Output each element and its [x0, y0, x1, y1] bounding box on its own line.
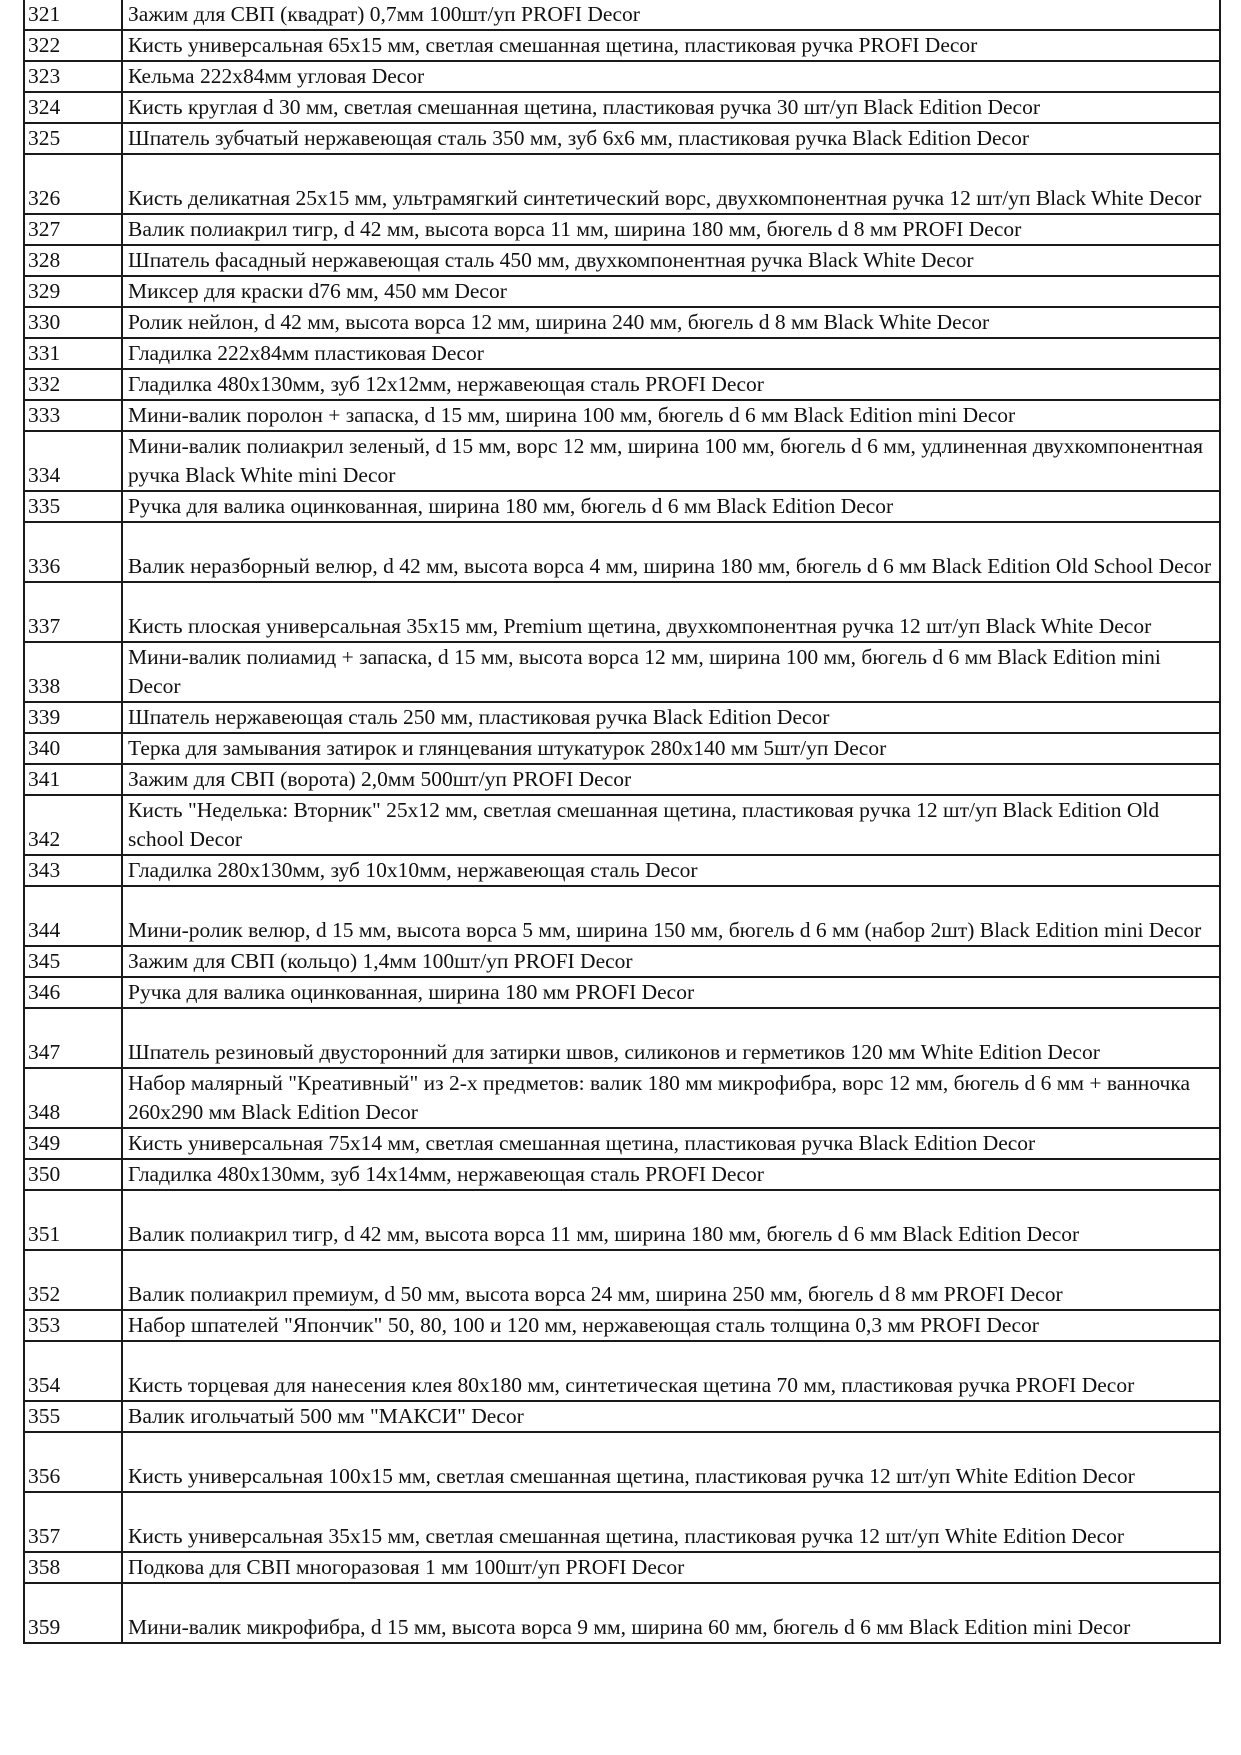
row-number: 359	[24, 1583, 122, 1643]
row-number: 324	[24, 92, 122, 123]
product-table	[23, 0, 1221, 1644]
product-name: Кельма 222х84мм угловая Decor	[122, 61, 1220, 92]
product-name: Ручка для валика оцинкованная, ширина 180 мм, бюгель d 6 мм Black Edition Decor	[122, 491, 1220, 522]
table-row	[24, 400, 1220, 431]
table-row	[24, 338, 1220, 369]
row-number: 326	[24, 154, 122, 214]
row-number: 321	[24, 0, 122, 30]
table-row	[24, 1159, 1220, 1190]
table-row	[24, 1250, 1220, 1310]
row-number: 337	[24, 582, 122, 642]
row-number: 328	[24, 245, 122, 276]
product-table-page	[23, 0, 1219, 1644]
row-number: 338	[24, 642, 122, 702]
row-number: 340	[24, 733, 122, 764]
row-number: 334	[24, 431, 122, 491]
product-name: Гладилка 480х130мм, зуб 12х12мм, нержавеющая сталь PROFI Decor	[122, 369, 1220, 400]
table-row	[24, 61, 1220, 92]
table-row	[24, 307, 1220, 338]
table-row	[24, 431, 1220, 491]
row-number: 339	[24, 702, 122, 733]
table-row	[24, 214, 1220, 245]
table-row	[24, 733, 1220, 764]
product-name: Набор шпателей "Япончик" 50, 80, 100 и 120 мм, нержавеющая сталь толщина 0,3 мм PROFI Decor	[122, 1310, 1220, 1341]
product-name: Зажим для СВП (кольцо) 1,4мм 100шт/уп PROFI Decor	[122, 946, 1220, 977]
product-name: Мини-валик полиакрил зеленый, d 15 мм, ворс 12 мм, ширина 100 мм, бюгель d 6 мм, удлиненная двухкомпонентная ручка Black White mini Decor	[122, 431, 1220, 491]
product-name: Зажим для СВП (ворота) 2,0мм 500шт/уп PROFI Decor	[122, 764, 1220, 795]
row-number: 336	[24, 522, 122, 582]
table-row	[24, 0, 1220, 30]
product-name: Шпатель резиновый двусторонний для затирки швов, силиконов и герметиков 120 мм White Edition Decor	[122, 1008, 1220, 1068]
product-name: Шпатель фасадный нержавеющая сталь 450 мм, двухкомпонентная ручка Black White Decor	[122, 245, 1220, 276]
product-name: Мини-валик полиамид + запаска, d 15 мм, высота ворса 12 мм, ширина 100 мм, бюгель d 6 мм Black Edition mini Decor	[122, 642, 1220, 702]
table-row	[24, 1432, 1220, 1492]
row-number: 322	[24, 30, 122, 61]
table-row	[24, 245, 1220, 276]
table-row	[24, 1190, 1220, 1250]
table-row	[24, 795, 1220, 855]
table-row	[24, 522, 1220, 582]
row-number: 342	[24, 795, 122, 855]
row-number: 358	[24, 1552, 122, 1583]
row-number: 331	[24, 338, 122, 369]
row-number: 325	[24, 123, 122, 154]
row-number: 323	[24, 61, 122, 92]
product-name: Валик полиакрил тигр, d 42 мм, высота ворса 11 мм, ширина 180 мм, бюгель d 8 мм PROFI Decor	[122, 214, 1220, 245]
row-number: 345	[24, 946, 122, 977]
table-row	[24, 1492, 1220, 1552]
row-number: 352	[24, 1250, 122, 1310]
row-number: 350	[24, 1159, 122, 1190]
row-number: 329	[24, 276, 122, 307]
table-row	[24, 855, 1220, 886]
table-row	[24, 123, 1220, 154]
table-row	[24, 1008, 1220, 1068]
table-row	[24, 30, 1220, 61]
row-number: 346	[24, 977, 122, 1008]
table-row	[24, 1401, 1220, 1432]
product-name: Валик игольчатый 500 мм "МАКСИ" Decor	[122, 1401, 1220, 1432]
product-name: Гладилка 280х130мм, зуб 10х10мм, нержавеющая сталь Decor	[122, 855, 1220, 886]
table-row	[24, 977, 1220, 1008]
table-row	[24, 946, 1220, 977]
row-number: 357	[24, 1492, 122, 1552]
product-name: Гладилка 480х130мм, зуб 14х14мм, нержавеющая сталь PROFI Decor	[122, 1159, 1220, 1190]
row-number: 348	[24, 1068, 122, 1128]
row-number: 344	[24, 886, 122, 946]
table-row	[24, 369, 1220, 400]
row-number: 330	[24, 307, 122, 338]
product-name: Кисть "Неделька: Вторник" 25х12 мм, светлая смешанная щетина, пластиковая ручка 12 шт/уп Black Edition Old school Decor	[122, 795, 1220, 855]
row-number: 333	[24, 400, 122, 431]
product-name: Кисть универсальная 75х14 мм, светлая смешанная щетина, пластиковая ручка Black Edition Decor	[122, 1128, 1220, 1159]
product-name: Кисть торцевая для нанесения клея 80х180 мм, синтетическая щетина 70 мм, пластиковая ручка PROFI Decor	[122, 1341, 1220, 1401]
product-name: Мини-валик поролон + запаска, d 15 мм, ширина 100 мм, бюгель d 6 мм Black Edition mini Decor	[122, 400, 1220, 431]
product-name: Терка для замывания затирок и глянцевания штукатурок 280х140 мм 5шт/уп Decor	[122, 733, 1220, 764]
table-row	[24, 1068, 1220, 1128]
table-row	[24, 764, 1220, 795]
product-name: Зажим для СВП (квадрат) 0,7мм 100шт/уп PROFI Decor	[122, 0, 1220, 30]
product-name: Подкова для СВП многоразовая 1 мм 100шт/уп PROFI Decor	[122, 1552, 1220, 1583]
table-row	[24, 886, 1220, 946]
product-name: Шпатель зубчатый нержавеющая сталь 350 мм, зуб 6х6 мм, пластиковая ручка Black Edition Decor	[122, 123, 1220, 154]
product-name: Кисть универсальная 35х15 мм, светлая смешанная щетина, пластиковая ручка 12 шт/уп White Edition Decor	[122, 1492, 1220, 1552]
product-name: Кисть деликатная 25х15 мм, ультрамягкий синтетический ворс, двухкомпонентная ручка 12 шт/уп Black White Decor	[122, 154, 1220, 214]
product-name: Валик полиакрил премиум, d 50 мм, высота ворса 24 мм, ширина 250 мм, бюгель d 8 мм PROFI Decor	[122, 1250, 1220, 1310]
row-number: 343	[24, 855, 122, 886]
product-name: Мини-валик микрофибра, d 15 мм, высота ворса 9 мм, ширина 60 мм, бюгель d 6 мм Black Edition mini Decor	[122, 1583, 1220, 1643]
row-number: 332	[24, 369, 122, 400]
product-name: Валик неразборный велюр, d 42 мм, высота ворса 4 мм, ширина 180 мм, бюгель d 6 мм Black Edition Old School Decor	[122, 522, 1220, 582]
product-name: Кисть универсальная 65х15 мм, светлая смешанная щетина, пластиковая ручка PROFI Decor	[122, 30, 1220, 61]
table-row	[24, 1583, 1220, 1643]
row-number: 356	[24, 1432, 122, 1492]
table-row	[24, 1310, 1220, 1341]
row-number: 335	[24, 491, 122, 522]
product-name: Валик полиакрил тигр, d 42 мм, высота ворса 11 мм, ширина 180 мм, бюгель d 6 мм Black Edition Decor	[122, 1190, 1220, 1250]
table-row	[24, 702, 1220, 733]
row-number: 347	[24, 1008, 122, 1068]
table-row	[24, 276, 1220, 307]
table-row	[24, 582, 1220, 642]
table-row	[24, 642, 1220, 702]
row-number: 351	[24, 1190, 122, 1250]
row-number: 327	[24, 214, 122, 245]
product-name: Шпатель нержавеющая сталь 250 мм, пластиковая ручка Black Edition Decor	[122, 702, 1220, 733]
row-number: 355	[24, 1401, 122, 1432]
row-number: 349	[24, 1128, 122, 1159]
product-name: Миксер для краски d76 мм, 450 мм Decor	[122, 276, 1220, 307]
table-row	[24, 92, 1220, 123]
table-row	[24, 1341, 1220, 1401]
row-number: 341	[24, 764, 122, 795]
product-table-body	[24, 0, 1220, 1643]
table-row	[24, 154, 1220, 214]
product-name: Кисть плоская универсальная 35х15 мм, Premium щетина, двухкомпонентная ручка 12 шт/уп Black White Decor	[122, 582, 1220, 642]
row-number: 353	[24, 1310, 122, 1341]
product-name: Мини-ролик велюр, d 15 мм, высота ворса 5 мм, ширина 150 мм, бюгель d 6 мм (набор 2шт) Black Edition mini Decor	[122, 886, 1220, 946]
table-row	[24, 1552, 1220, 1583]
product-name: Кисть универсальная 100х15 мм, светлая смешанная щетина, пластиковая ручка 12 шт/уп White Edition Decor	[122, 1432, 1220, 1492]
product-name: Набор малярный "Креативный" из 2-х предметов: валик 180 мм микрофибра, ворс 12 мм, бюгель d 6 мм + ванночка 260х290 мм Black Edition Decor	[122, 1068, 1220, 1128]
product-name: Ролик нейлон, d 42 мм, высота ворса 12 мм, ширина 240 мм, бюгель d 8 мм Black White Decor	[122, 307, 1220, 338]
product-name: Гладилка 222х84мм пластиковая Decor	[122, 338, 1220, 369]
product-name: Кисть круглая d 30 мм, светлая смешанная щетина, пластиковая ручка 30 шт/уп Black Edition Decor	[122, 92, 1220, 123]
row-number: 354	[24, 1341, 122, 1401]
table-row	[24, 491, 1220, 522]
product-name: Ручка для валика оцинкованная, ширина 180 мм PROFI Decor	[122, 977, 1220, 1008]
table-row	[24, 1128, 1220, 1159]
